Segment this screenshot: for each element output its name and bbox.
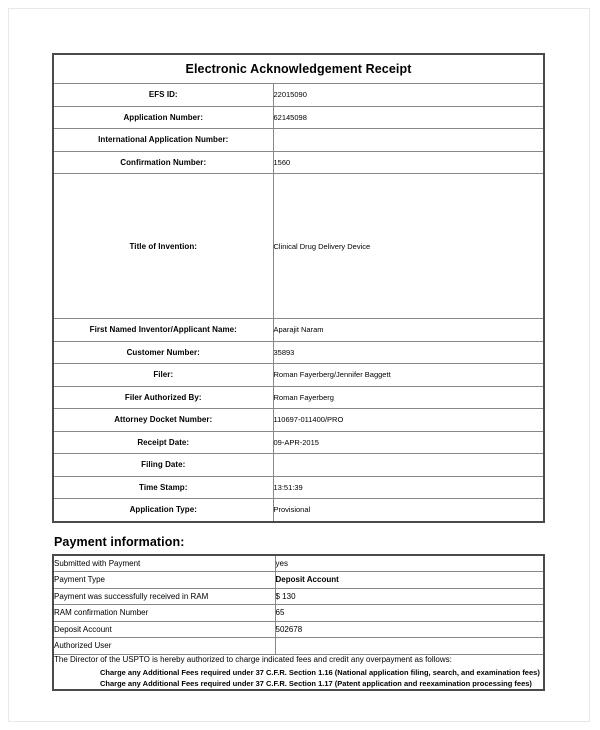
receipt-field-label: EFS ID: <box>53 84 273 107</box>
receipt-field-value: Roman Fayerberg <box>273 386 544 409</box>
receipt-table <box>52 53 545 523</box>
receipt-field-value: 09-APR-2015 <box>273 431 544 454</box>
director-statement-row <box>53 654 544 690</box>
receipt-row <box>53 409 544 432</box>
payment-row <box>53 621 544 638</box>
receipt-row <box>53 129 544 152</box>
receipt-row <box>53 341 544 364</box>
receipt-table-body <box>53 54 544 84</box>
fee-authorization-line: Charge any Additional Fees required under 37 C.F.R. Section 1.16 (National application filing, search, and examination fees) <box>100 667 540 677</box>
payment-field-value: Deposit Account <box>275 572 544 589</box>
receipt-field-value: 62145098 <box>273 106 544 129</box>
payment-field-value: 502678 <box>275 621 544 638</box>
fee-lines-list <box>54 666 543 689</box>
receipt-field-label: Filer Authorized By: <box>53 386 273 409</box>
payment-information-heading: Payment information: <box>54 534 185 549</box>
receipt-title-row <box>53 54 544 84</box>
payment-field-value <box>275 638 544 655</box>
receipt-field-label: Customer Number: <box>53 341 273 364</box>
payment-field-label: Payment was successfully received in RAM <box>53 588 275 605</box>
acknowledgement-receipt-document <box>52 53 543 691</box>
receipt-row <box>53 151 544 174</box>
receipt-field-value: Aparajit Naram <box>273 319 544 342</box>
receipt-field-label: International Application Number: <box>53 129 273 152</box>
payment-field-label: Submitted with Payment <box>53 555 275 572</box>
director-authorization-block <box>53 654 544 690</box>
payment-field-value: 65 <box>275 605 544 622</box>
payment-row <box>53 555 544 572</box>
director-statement-text: The Director of the USPTO is hereby authorized to charge indicated fees and credit any overpayment as follows: <box>54 654 452 664</box>
receipt-field-value <box>273 129 544 152</box>
payment-row <box>53 588 544 605</box>
receipt-row <box>53 499 544 522</box>
receipt-field-value: Provisional <box>273 499 544 522</box>
receipt-field-label: Title of Invention: <box>53 174 273 319</box>
receipt-field-value: 22015090 <box>273 84 544 107</box>
payment-table-body <box>53 555 544 655</box>
receipt-field-label: Receipt Date: <box>53 431 273 454</box>
receipt-field-value: 1560 <box>273 151 544 174</box>
receipt-field-label: Application Type: <box>53 499 273 522</box>
payment-field-label: Deposit Account <box>53 621 275 638</box>
director-authorization-cell <box>53 654 544 690</box>
receipt-row <box>53 174 544 319</box>
receipt-row <box>53 476 544 499</box>
payment-row <box>53 605 544 622</box>
payment-field-value: yes <box>275 555 544 572</box>
receipt-field-label: Application Number: <box>53 106 273 129</box>
receipt-field-label: Filer: <box>53 364 273 387</box>
receipt-row <box>53 84 544 107</box>
payment-table <box>52 554 545 691</box>
receipt-row <box>53 431 544 454</box>
payment-field-label: Authorized User <box>53 638 275 655</box>
receipt-row <box>53 364 544 387</box>
receipt-field-label: Filing Date: <box>53 454 273 477</box>
receipt-field-value: Clinical Drug Delivery Device <box>273 174 544 319</box>
receipt-field-value <box>273 454 544 477</box>
payment-field-value: $ 130 <box>275 588 544 605</box>
document-title: Electronic Acknowledgement Receipt <box>53 54 544 84</box>
receipt-field-label: First Named Inventor/Applicant Name: <box>53 319 273 342</box>
fee-authorization-line: Charge any Additional Fees required under 37 C.F.R. Section 1.17 (Patent application and reexamination processing fees) <box>100 679 532 688</box>
receipt-row <box>53 454 544 477</box>
receipt-field-value: 110697-011400/PRO <box>273 409 544 432</box>
receipt-field-label: Attorney Docket Number: <box>53 409 273 432</box>
receipt-field-value: 13:51:39 <box>273 476 544 499</box>
receipt-row <box>53 106 544 129</box>
receipt-row <box>53 386 544 409</box>
receipt-field-label: Time Stamp: <box>53 476 273 499</box>
receipt-field-value: Roman Fayerberg/Jennifer Baggett <box>273 364 544 387</box>
payment-row <box>53 572 544 589</box>
receipt-field-label: Confirmation Number: <box>53 151 273 174</box>
payment-field-label: RAM confirmation Number <box>53 605 275 622</box>
receipt-row <box>53 319 544 342</box>
receipt-field-value: 35893 <box>273 341 544 364</box>
payment-field-label: Payment Type <box>53 572 275 589</box>
receipt-field-rows <box>53 84 544 522</box>
payment-row <box>53 638 544 655</box>
